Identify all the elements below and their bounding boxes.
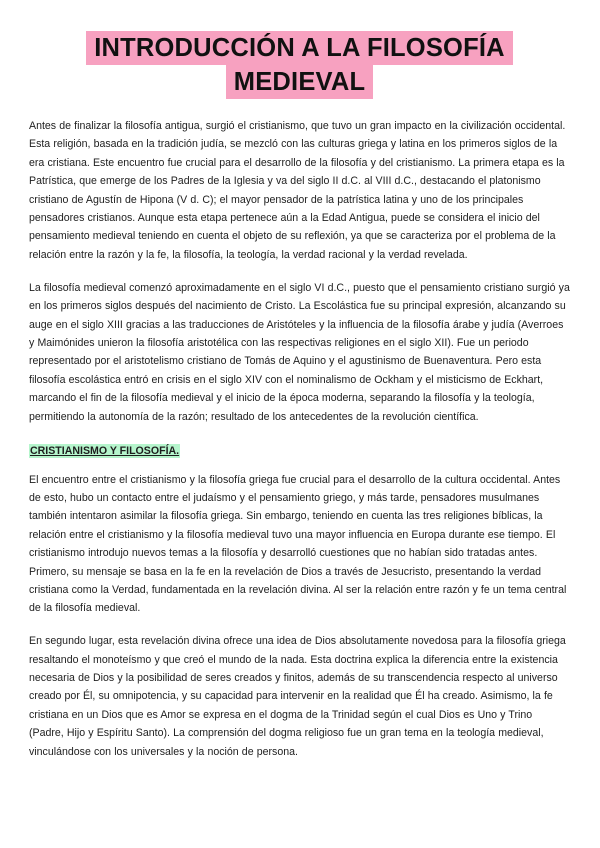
paragraph-section-2: En segundo lugar, esta revelación divina ofrece una idea de Dios absolutamente novedosa para la filosofía griega resaltando el monoteísmo y que creó el mundo de la nada. Esta doctrina explica la diferencia entre la existencia necesaria de Dios y la posibilidad de seres creados y finitos, además de su transcendencia respecto al universo creado por Él, su omnipotencia, y su capacidad para intervenir en la realidad que Él ha creado. Asimismo, la fe cristiana en un Dios que es Amor se expresa en el dogma de la Trinidad según el cual Dios es Uno y Trino (Padre, Hijo y Espíritu Santo). La comprensión del dogma religioso fue un gran tema en la teología medieval, vinculándose con los universales y la noción de persona. <box>29 635 566 758</box>
section-heading: CRISTIANISMO Y FILOSOFÍA. <box>30 444 180 457</box>
section-heading-wrap <box>29 441 570 471</box>
title-line-2: MEDIEVAL <box>226 65 373 99</box>
paragraph-intro-2: La filosofía medieval comenzó aproximadamente en el siglo VI d.C., puesto que el pensamiento cristiano surgió ya en los primeros siglos después del nacimiento de Cristo. La Escolástica fue su principal expresión, alcanzando su auge en el siglo XIII gracias a las traducciones de Aristóteles y la influencia de la filosofía árabe y judía (Averroes y Maimónides unieron la filosofía aristotélica con las respectivas religiones en el siglo XII). Fue un periodo representado por el aristotelismo cristiano de Tomás de Aquino y el agustinismo de Buenaventura. Pero esta filosofía escolástica entró en crisis en el siglo XIV con el nominalismo de Ockham y el misticismo de Eckhart, marcando el fin de la filosofía medieval y el inicio de la época moderna, separando la filosofía y la teología, permitiendo la autonomía de la razón; resultado de los antecedentes de la revolución científica. <box>29 281 570 423</box>
title-line-1: INTRODUCCIÓN A LA FILOSOFÍA <box>86 31 513 65</box>
paragraph-section-1: El encuentro entre el cristianismo y la filosofía griega fue crucial para el desarrollo de la cultura occidental. Antes de esto, hubo un contacto entre el judaísmo y el pensamiento griego, y más tarde, pensadores musulmanes también intentaron asimilar la filosofía griega. Sin embargo, teniendo en cuenta las tres religiones bíblicas, la relación entre el cristianismo y la filosofía medieval tuvo una mayor influencia en Europa durante ese tiempo. El cristianismo introdujo nuevos temas a la filosofía y desarrolló cuestiones que no habían sido tratadas antes. Primero, su mensaje se basa en la fe en la revelación de Dios a través de Jesucristo, presentando la verdad cristiana como la Verdad, fundamentada en la revelación divina. Al ser la relación entre razón y fe un tema central de la filosofía medieval. <box>29 473 567 615</box>
title-block <box>29 0 570 99</box>
paragraph-intro-1: Antes de finalizar la filosofía antigua, surgió el cristianismo, que tuvo un gran impacto en la civilización occidental. Esta religión, basada en la tradición judía, se mezcló con las culturas griega y latina en los primeros siglos de la era cristiana. Este encuentro fue crucial para el desarrollo de la filosofía y del cristianismo. La primera etapa es la Patrística, que emerge de los Padres de la Iglesia y va del siglo II d.C. al VIII d.C., destacando el platonismo cristiano de Agustín de Hipona (V d. C); el mayor pensador de la patrística latina y uno de los principales pensadores cristianos. Aunque esta etapa pertenece aún a la Edad Antigua, puede se considera el inicio del pensamiento medieval teniendo en cuenta el objeto de su reflexión, ya que se caracteriza por el problema de la relación entre la razón y la fe, la filosofía, la teología, la verdad racional y la verdad revelada. <box>29 120 566 261</box>
